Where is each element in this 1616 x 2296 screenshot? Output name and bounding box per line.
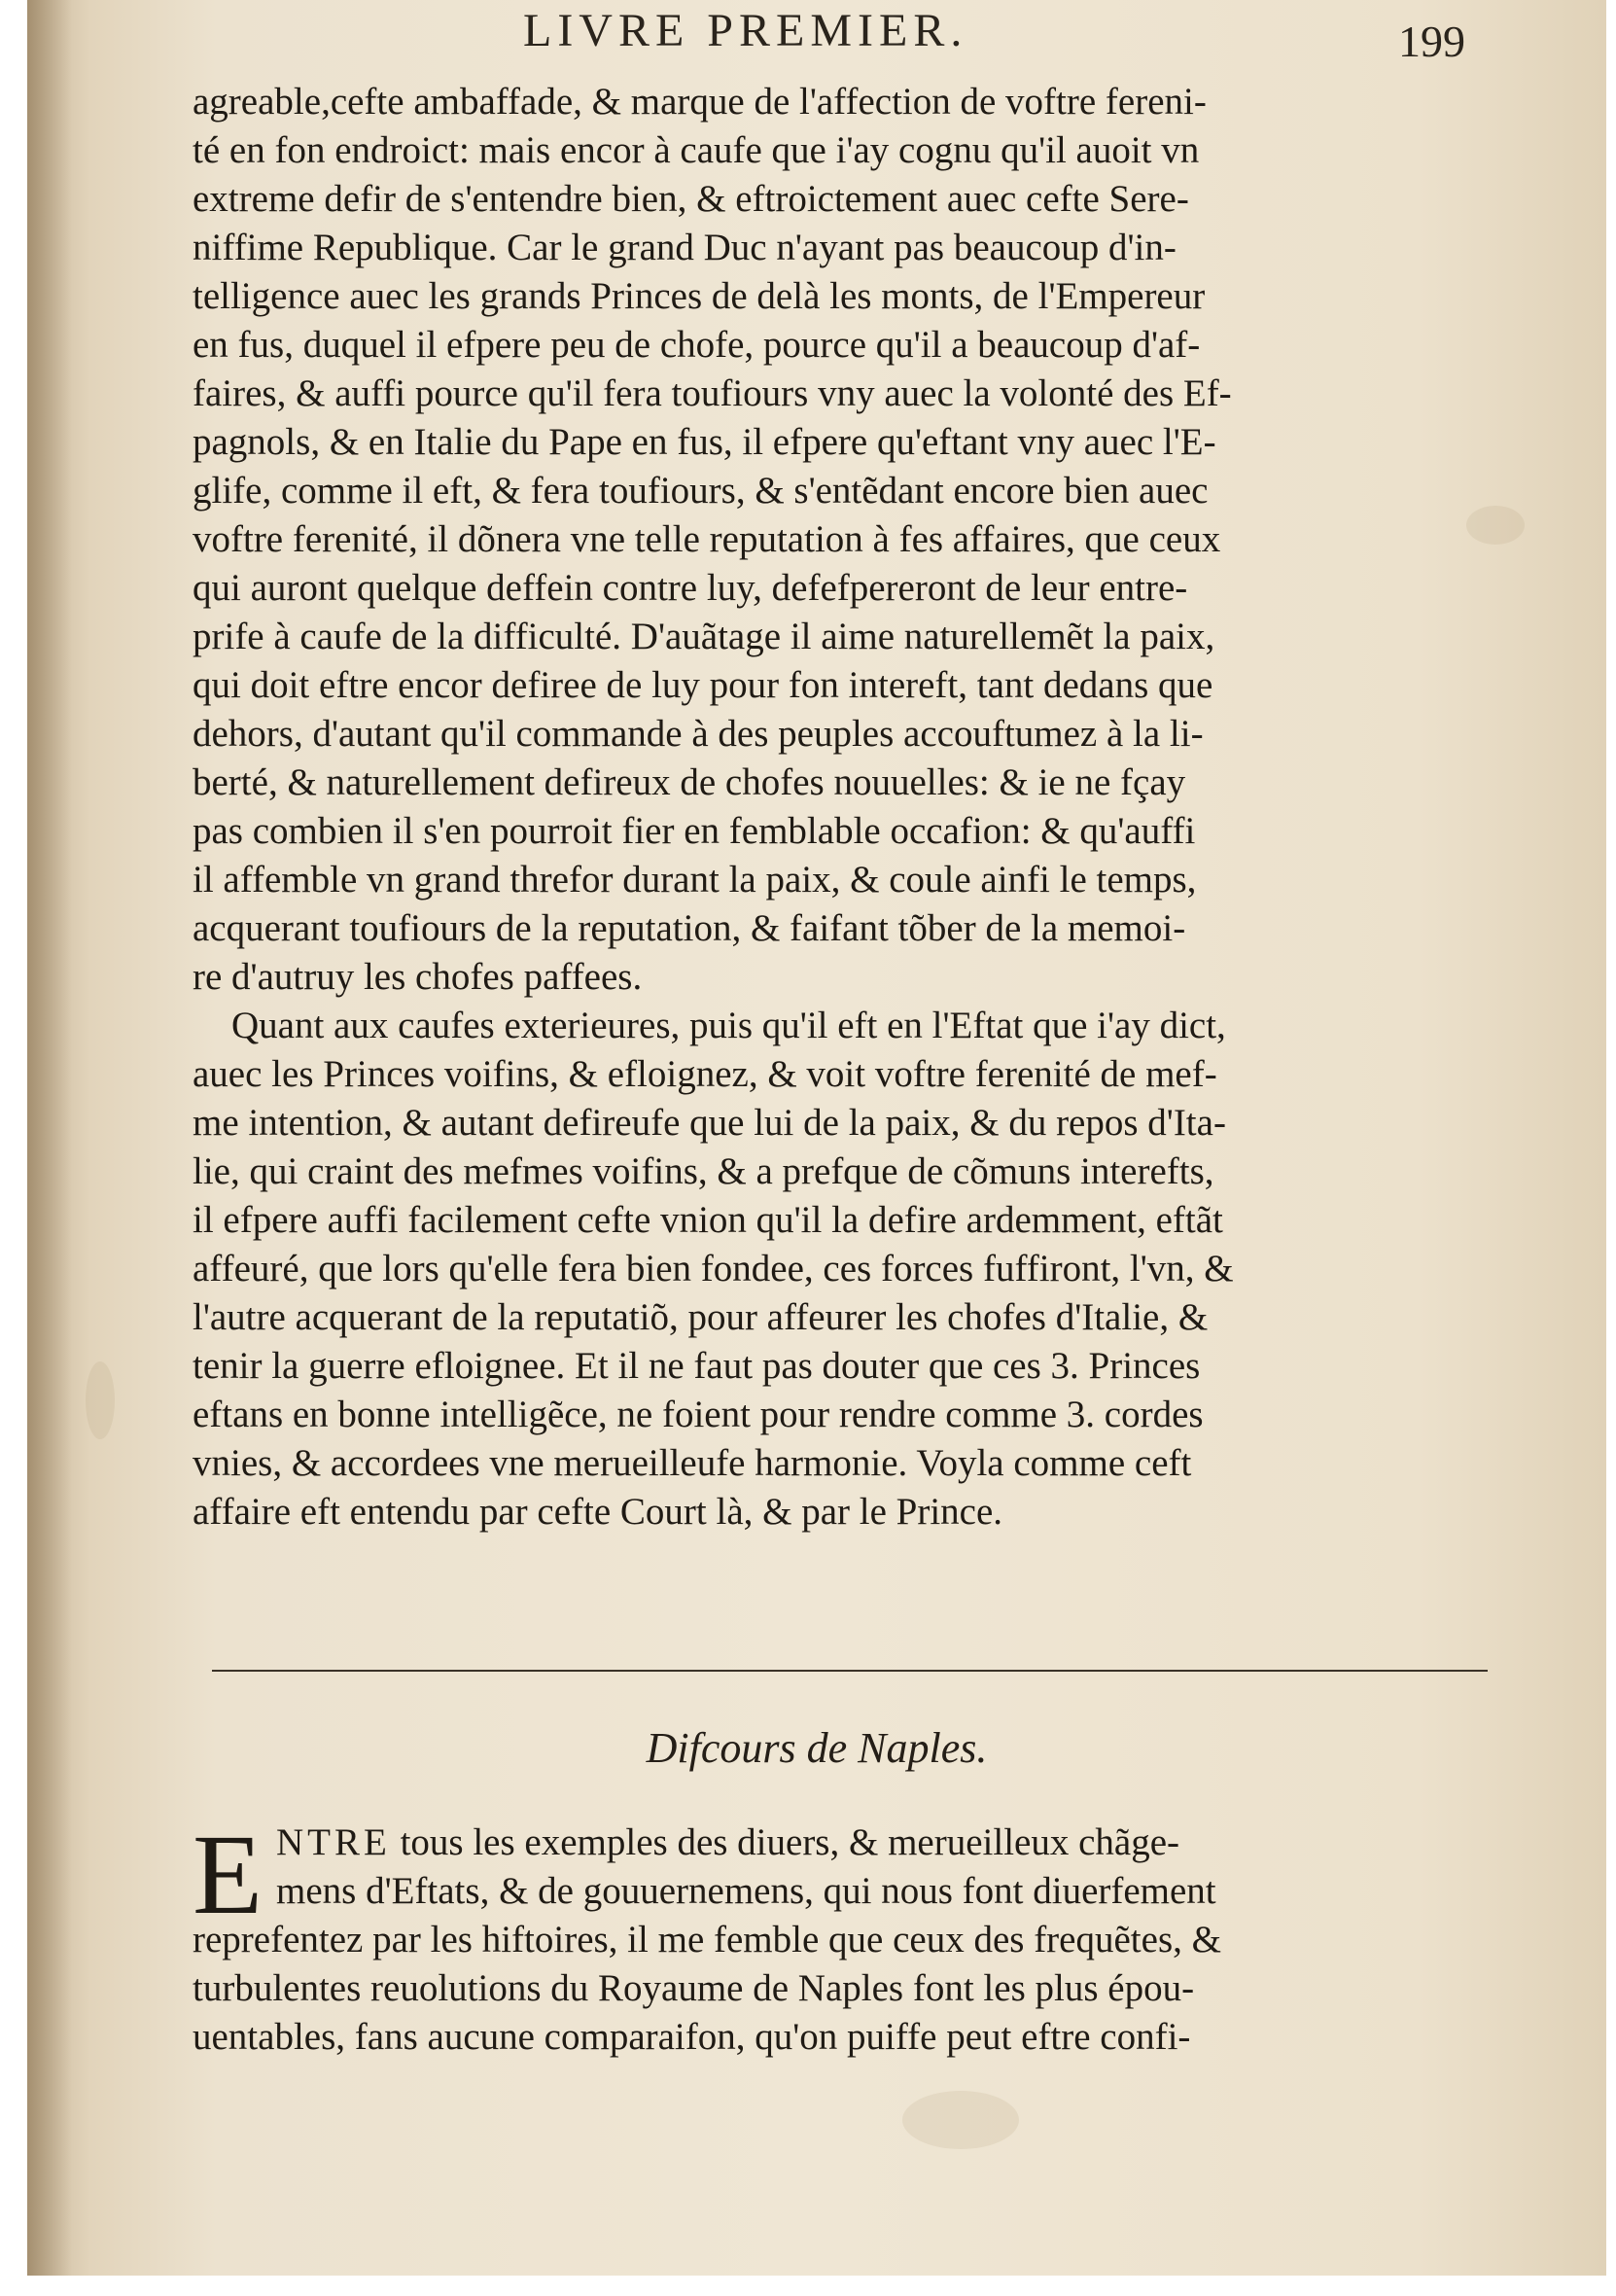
- section-text-block: [193, 1811, 1495, 2062]
- text-line: en fus, duquel il efpere peu de chofe, pource qu'il a beaucoup d'af-: [193, 324, 1201, 366]
- section-divider: [212, 1670, 1488, 1672]
- text-line: me intention, & autant defireufe que lui de la paix, & du repos d'Ita-: [193, 1102, 1226, 1144]
- text-line: re d'autruy les chofes paffees.: [193, 956, 643, 998]
- section-heading: Difcours de Naples.: [646, 1724, 988, 1772]
- text-line: acquerant toufiours de la reputation, & faifant tõber de la memoi-: [193, 907, 1186, 949]
- text-line: pas combien il s'en pourroit fier en femblable occafion: & qu'auffi: [193, 810, 1196, 852]
- text-line: niffime Republique. Car le grand Duc n'ayant pas beaucoup d'in-: [193, 227, 1177, 268]
- text-line: mens d'Eftats, & de gouuernemens, qui nous font diuerfement: [276, 1870, 1216, 1912]
- text-line: pagnols, & en Italie du Pape en fus, il efpere qu'eftant vny auec l'E-: [193, 421, 1216, 463]
- text-line: vnies, & accordees vne merueilleufe harmonie. Voyla comme ceft: [193, 1442, 1192, 1484]
- text-line: voftre ferenité, il dõnera vne telle reputation à fes affaires, que ceux: [193, 518, 1221, 560]
- text-line: faires, & auffi pource qu'il fera toufiours vny auec la volonté des Ef-: [193, 372, 1232, 414]
- text-line: tenir la guerre efloignee. Et il ne faut pas douter que ces 3. Princes: [193, 1345, 1201, 1387]
- opening-word: NTRE: [276, 1821, 391, 1863]
- paper-stain: [86, 1361, 115, 1439]
- text-line: prife à caufe de la difficulté. D'auãtage il aime naturellemẽt la paix,: [193, 616, 1215, 657]
- running-head-title: LIVRE PREMIER.: [523, 5, 968, 56]
- section-first-line: [193, 1819, 1495, 1867]
- text-line: l'autre acquerant de la reputatiõ, pour affeurer les chofes d'Italie, &: [193, 1296, 1209, 1338]
- paragraph-first-line: Quant aux caufes exterieures, puis qu'il eft en l'Eftat que i'ay dict,: [231, 1005, 1226, 1046]
- text-line: dehors, d'autant qu'il commande à des peuples accouftumez à la li-: [193, 713, 1204, 755]
- text-line: turbulentes reuolutions du Royaume de Naples font les plus épou-: [193, 1967, 1195, 2009]
- text-line: té en fon endroict: mais encor à caufe que i'ay cognu qu'il auoit vn: [193, 129, 1200, 171]
- text-line: qui auront quelque deffein contre luy, defefpereront de leur entre-: [193, 567, 1188, 609]
- drop-cap: E: [193, 1811, 263, 1938]
- paper-stain: [902, 2091, 1019, 2149]
- text-line: auec les Princes voifins, & efloignez, & voit voftre ferenité de mef-: [193, 1053, 1217, 1095]
- text-line: il efpere auffi facilement cefte vnion qu'il la defire ardemment, eftãt: [193, 1199, 1223, 1241]
- text-line: qui doit eftre encor defiree de luy pour fon intereft, tant dedans que: [193, 664, 1213, 706]
- page-number: 199: [1398, 17, 1465, 66]
- running-head: [27, 4, 1606, 66]
- text-line: eftans en bonne intelligẽce, ne foient pour rendre comme 3. cordes: [193, 1394, 1204, 1435]
- text-line: agreable,cefte ambaffade, & marque de l'affection de voftre fereni-: [193, 81, 1207, 123]
- text-line: glife, comme il eft, & fera toufiours, & s'entẽdant encore bien auec: [193, 470, 1209, 512]
- text-line: reprefentez par les hiftoires, il me femble que ceux des frequẽtes, &: [193, 1919, 1221, 1960]
- text-line: berté, & naturellement defireux de chofes nouuelles: & ie ne fçay: [193, 761, 1186, 803]
- text-line: affaire eft entendu par cefte Court là, & par le Prince.: [193, 1491, 1003, 1533]
- text-line: uentables, fans aucune comparaifon, qu'on puiffe peut eftre confi-: [193, 2016, 1191, 2058]
- main-text-block: [193, 78, 1495, 1537]
- text-line: affeuré, que lors qu'elle fera bien fondee, ces forces fuffiront, l'vn, &: [193, 1248, 1234, 1289]
- first-line-text: tous les exemples des diuers, & merueilleux chãge-: [390, 1821, 1180, 1863]
- book-page: [27, 0, 1606, 2276]
- text-line: il affemble vn grand threfor durant la paix, & coule ainfi le temps,: [193, 859, 1197, 901]
- text-line: telligence auec les grands Princes de delà les monts, de l'Empereur: [193, 275, 1206, 317]
- text-line: extreme defir de s'entendre bien, & eftroictement auec cefte Sere-: [193, 178, 1189, 220]
- text-line: lie, qui craint des mefmes voifins, & a prefque de cõmuns interefts,: [193, 1150, 1214, 1192]
